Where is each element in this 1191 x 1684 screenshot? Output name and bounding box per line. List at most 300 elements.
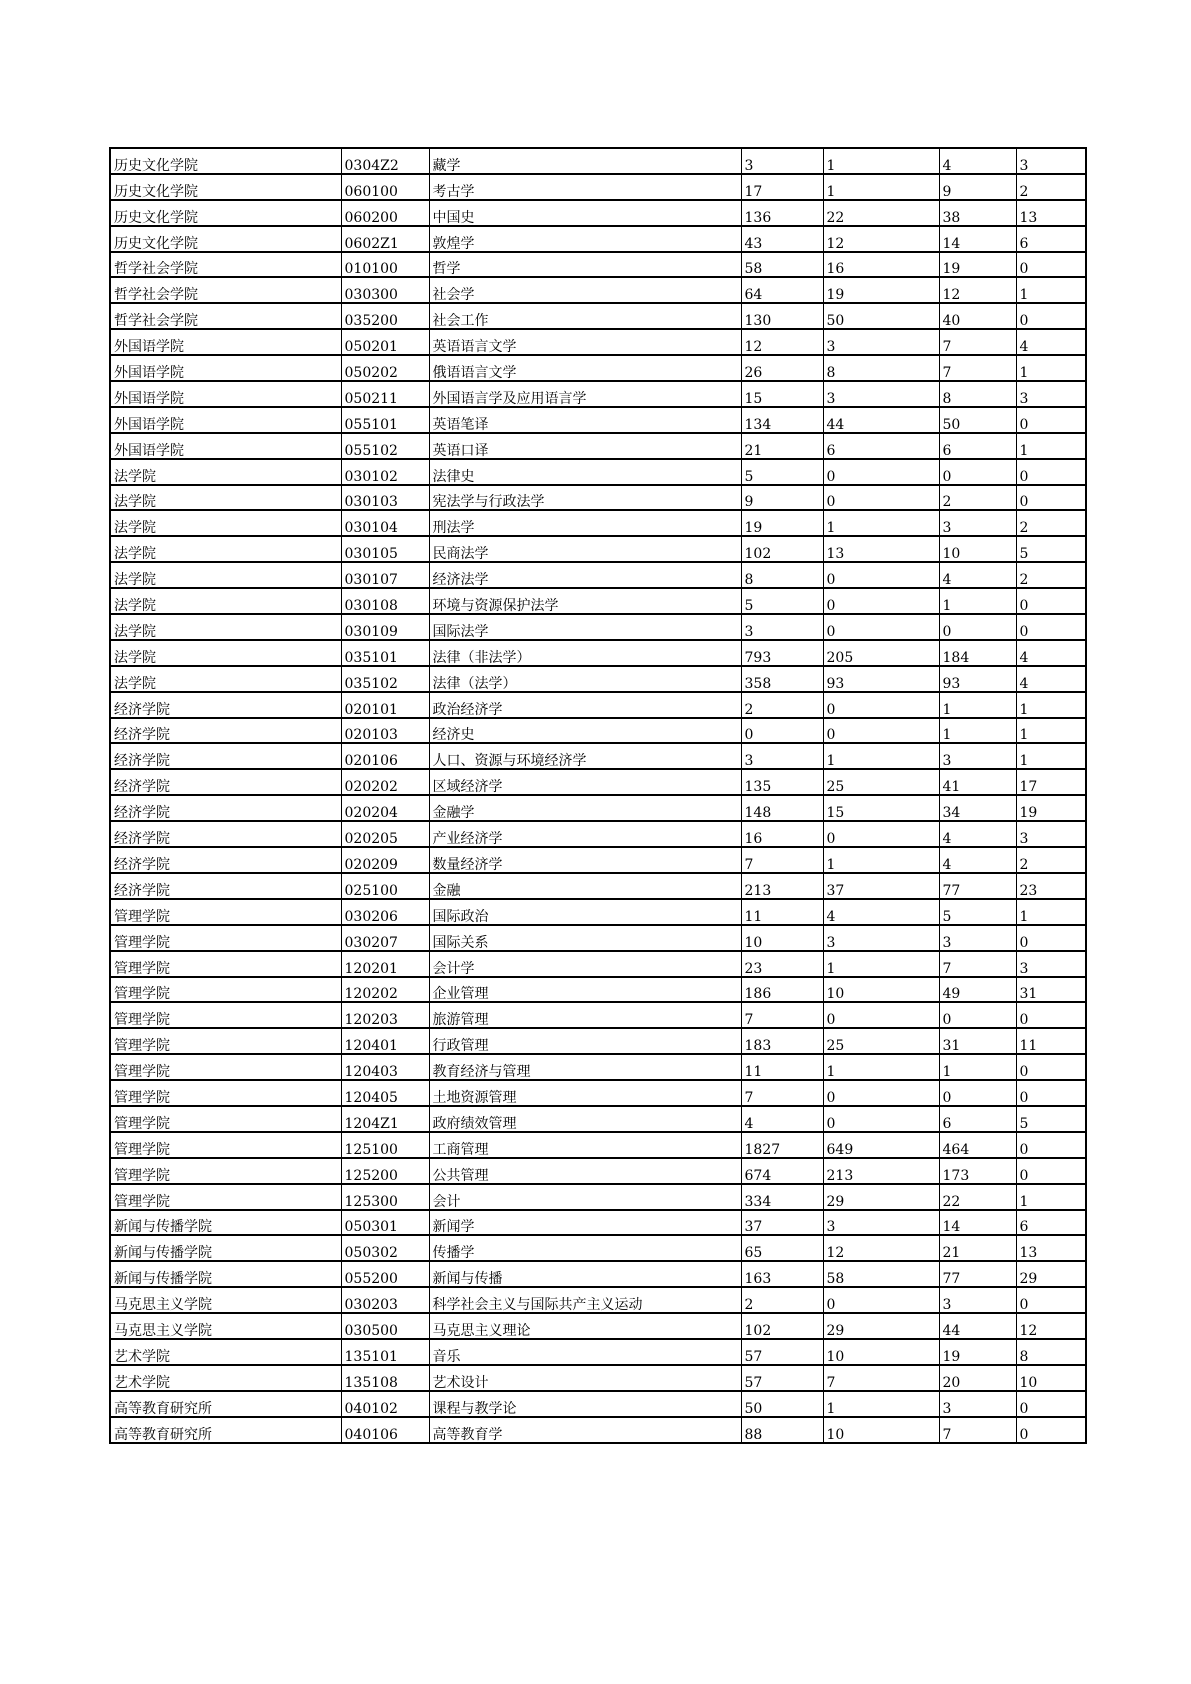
table-row	[110, 226, 1086, 252]
count-4-cell: 1	[1016, 433, 1086, 459]
major-cell: 企业管理	[429, 977, 741, 1003]
count-3-cell: 38	[939, 200, 1016, 226]
count-2-cell: 29	[823, 1313, 939, 1339]
major-cell: 艺术设计	[429, 1365, 741, 1391]
department-cell: 管理学院	[110, 1054, 341, 1080]
count-2-cell: 0	[823, 1002, 939, 1028]
count-1-cell: 65	[741, 1235, 823, 1261]
major-cell: 社会学	[429, 277, 741, 303]
count-1-cell: 5	[741, 459, 823, 485]
count-4-cell: 1	[1016, 743, 1086, 769]
count-1-cell: 21	[741, 433, 823, 459]
code-cell: 010100	[341, 252, 429, 278]
count-2-cell: 58	[823, 1261, 939, 1287]
count-3-cell: 9	[939, 174, 1016, 200]
code-cell: 0602Z1	[341, 226, 429, 252]
count-4-cell: 0	[1016, 614, 1086, 640]
count-3-cell: 93	[939, 666, 1016, 692]
count-2-cell: 205	[823, 640, 939, 666]
table-row	[110, 743, 1086, 769]
table-row	[110, 847, 1086, 873]
code-cell: 030107	[341, 562, 429, 588]
table-row	[110, 1106, 1086, 1132]
table-row	[110, 355, 1086, 381]
count-2-cell: 19	[823, 277, 939, 303]
count-2-cell: 3	[823, 381, 939, 407]
count-4-cell: 29	[1016, 1261, 1086, 1287]
count-4-cell: 0	[1016, 485, 1086, 511]
count-3-cell: 14	[939, 1210, 1016, 1236]
count-3-cell: 19	[939, 1339, 1016, 1365]
count-3-cell: 7	[939, 1417, 1016, 1443]
table-row	[110, 1313, 1086, 1339]
major-cell: 政治经济学	[429, 692, 741, 718]
count-3-cell: 49	[939, 977, 1016, 1003]
count-2-cell: 6	[823, 433, 939, 459]
code-cell: 020103	[341, 718, 429, 744]
count-4-cell: 11	[1016, 1028, 1086, 1054]
major-cell: 课程与教学论	[429, 1391, 741, 1417]
major-cell: 经济史	[429, 718, 741, 744]
count-1-cell: 5	[741, 588, 823, 614]
table-row	[110, 1287, 1086, 1313]
count-2-cell: 50	[823, 303, 939, 329]
count-3-cell: 34	[939, 795, 1016, 821]
table-row	[110, 381, 1086, 407]
major-cell: 金融学	[429, 795, 741, 821]
table-row	[110, 925, 1086, 951]
count-4-cell: 0	[1016, 407, 1086, 433]
count-3-cell: 1	[939, 718, 1016, 744]
major-cell: 民商法学	[429, 536, 741, 562]
count-3-cell: 22	[939, 1184, 1016, 1210]
department-cell: 经济学院	[110, 847, 341, 873]
major-cell: 人口、资源与环境经济学	[429, 743, 741, 769]
code-cell: 050301	[341, 1210, 429, 1236]
count-3-cell: 0	[939, 614, 1016, 640]
department-cell: 经济学院	[110, 743, 341, 769]
code-cell: 035200	[341, 303, 429, 329]
major-cell: 公共管理	[429, 1158, 741, 1184]
department-cell: 管理学院	[110, 1106, 341, 1132]
code-cell: 135108	[341, 1365, 429, 1391]
table-row	[110, 1210, 1086, 1236]
major-cell: 英语语言文学	[429, 329, 741, 355]
major-cell: 经济法学	[429, 562, 741, 588]
count-3-cell: 3	[939, 1391, 1016, 1417]
department-cell: 马克思主义学院	[110, 1287, 341, 1313]
code-cell: 025100	[341, 873, 429, 899]
count-1-cell: 102	[741, 1313, 823, 1339]
count-2-cell: 15	[823, 795, 939, 821]
table-row	[110, 769, 1086, 795]
major-cell: 新闻与传播	[429, 1261, 741, 1287]
major-cell: 考古学	[429, 174, 741, 200]
code-cell: 120201	[341, 951, 429, 977]
code-cell: 030500	[341, 1313, 429, 1339]
table-row	[110, 1391, 1086, 1417]
count-4-cell: 6	[1016, 226, 1086, 252]
major-cell: 金融	[429, 873, 741, 899]
code-cell: 0304Z2	[341, 148, 429, 174]
table-row	[110, 1261, 1086, 1287]
code-cell: 050201	[341, 329, 429, 355]
code-cell: 050302	[341, 1235, 429, 1261]
count-3-cell: 173	[939, 1158, 1016, 1184]
count-1-cell: 7	[741, 1080, 823, 1106]
count-4-cell: 12	[1016, 1313, 1086, 1339]
count-1-cell: 102	[741, 536, 823, 562]
department-cell: 经济学院	[110, 692, 341, 718]
major-cell: 哲学	[429, 252, 741, 278]
table-row	[110, 562, 1086, 588]
count-2-cell: 1	[823, 847, 939, 873]
count-1-cell: 2	[741, 1287, 823, 1313]
table-row	[110, 1132, 1086, 1158]
count-1-cell: 136	[741, 200, 823, 226]
table-row	[110, 433, 1086, 459]
major-cell: 宪法学与行政法学	[429, 485, 741, 511]
count-3-cell: 10	[939, 536, 1016, 562]
count-4-cell: 3	[1016, 821, 1086, 847]
count-4-cell: 1	[1016, 277, 1086, 303]
major-cell: 旅游管理	[429, 1002, 741, 1028]
count-3-cell: 1	[939, 588, 1016, 614]
count-3-cell: 4	[939, 562, 1016, 588]
major-cell: 中国史	[429, 200, 741, 226]
count-2-cell: 29	[823, 1184, 939, 1210]
count-4-cell: 13	[1016, 1235, 1086, 1261]
count-1-cell: 3	[741, 148, 823, 174]
table-row	[110, 1184, 1086, 1210]
department-cell: 外国语学院	[110, 407, 341, 433]
count-1-cell: 3	[741, 743, 823, 769]
major-cell: 传播学	[429, 1235, 741, 1261]
count-2-cell: 4	[823, 899, 939, 925]
table-row	[110, 977, 1086, 1003]
count-3-cell: 2	[939, 485, 1016, 511]
department-cell: 外国语学院	[110, 329, 341, 355]
count-4-cell: 1	[1016, 718, 1086, 744]
major-cell: 音乐	[429, 1339, 741, 1365]
table-row	[110, 951, 1086, 977]
department-cell: 哲学社会学院	[110, 277, 341, 303]
count-3-cell: 3	[939, 1287, 1016, 1313]
code-cell: 060200	[341, 200, 429, 226]
count-2-cell: 13	[823, 536, 939, 562]
count-4-cell: 0	[1016, 252, 1086, 278]
count-1-cell: 793	[741, 640, 823, 666]
department-cell: 新闻与传播学院	[110, 1261, 341, 1287]
department-cell: 历史文化学院	[110, 200, 341, 226]
count-2-cell: 93	[823, 666, 939, 692]
department-cell: 新闻与传播学院	[110, 1235, 341, 1261]
department-cell: 历史文化学院	[110, 226, 341, 252]
major-cell: 刑法学	[429, 510, 741, 536]
data-table	[109, 147, 1087, 1444]
count-1-cell: 4	[741, 1106, 823, 1132]
count-4-cell: 19	[1016, 795, 1086, 821]
major-cell: 土地资源管理	[429, 1080, 741, 1106]
count-1-cell: 50	[741, 1391, 823, 1417]
department-cell: 管理学院	[110, 1080, 341, 1106]
count-3-cell: 3	[939, 743, 1016, 769]
count-4-cell: 2	[1016, 174, 1086, 200]
count-2-cell: 1	[823, 951, 939, 977]
count-2-cell: 1	[823, 148, 939, 174]
count-3-cell: 3	[939, 925, 1016, 951]
department-cell: 管理学院	[110, 925, 341, 951]
count-4-cell: 2	[1016, 847, 1086, 873]
department-cell: 管理学院	[110, 1132, 341, 1158]
table-row	[110, 303, 1086, 329]
department-cell: 高等教育研究所	[110, 1391, 341, 1417]
code-cell: 120403	[341, 1054, 429, 1080]
count-2-cell: 3	[823, 329, 939, 355]
count-2-cell: 10	[823, 1417, 939, 1443]
count-2-cell: 0	[823, 821, 939, 847]
count-4-cell: 2	[1016, 562, 1086, 588]
count-3-cell: 3	[939, 510, 1016, 536]
table-row	[110, 407, 1086, 433]
count-3-cell: 6	[939, 433, 1016, 459]
count-1-cell: 674	[741, 1158, 823, 1184]
code-cell: 030207	[341, 925, 429, 951]
count-1-cell: 163	[741, 1261, 823, 1287]
count-3-cell: 464	[939, 1132, 1016, 1158]
major-cell: 外国语言学及应用语言学	[429, 381, 741, 407]
code-cell: 120202	[341, 977, 429, 1003]
table-row	[110, 459, 1086, 485]
table-row	[110, 718, 1086, 744]
count-4-cell: 23	[1016, 873, 1086, 899]
count-1-cell: 8	[741, 562, 823, 588]
major-cell: 藏学	[429, 148, 741, 174]
count-4-cell: 0	[1016, 925, 1086, 951]
count-1-cell: 58	[741, 252, 823, 278]
department-cell: 外国语学院	[110, 355, 341, 381]
department-cell: 法学院	[110, 562, 341, 588]
count-2-cell: 0	[823, 562, 939, 588]
code-cell: 120405	[341, 1080, 429, 1106]
major-cell: 科学社会主义与国际共产主义运动	[429, 1287, 741, 1313]
department-cell: 经济学院	[110, 873, 341, 899]
count-2-cell: 213	[823, 1158, 939, 1184]
count-3-cell: 4	[939, 148, 1016, 174]
code-cell: 035102	[341, 666, 429, 692]
table-row	[110, 329, 1086, 355]
code-cell: 020204	[341, 795, 429, 821]
major-cell: 数量经济学	[429, 847, 741, 873]
count-1-cell: 57	[741, 1365, 823, 1391]
table-row	[110, 1417, 1086, 1443]
table-row	[110, 148, 1086, 174]
major-cell: 教育经济与管理	[429, 1054, 741, 1080]
count-2-cell: 0	[823, 1080, 939, 1106]
count-3-cell: 31	[939, 1028, 1016, 1054]
count-1-cell: 11	[741, 1054, 823, 1080]
code-cell: 055102	[341, 433, 429, 459]
major-cell: 马克思主义理论	[429, 1313, 741, 1339]
department-cell: 历史文化学院	[110, 174, 341, 200]
major-cell: 政府绩效管理	[429, 1106, 741, 1132]
code-cell: 050202	[341, 355, 429, 381]
count-3-cell: 21	[939, 1235, 1016, 1261]
count-1-cell: 88	[741, 1417, 823, 1443]
major-cell: 会计	[429, 1184, 741, 1210]
count-3-cell: 12	[939, 277, 1016, 303]
code-cell: 120203	[341, 1002, 429, 1028]
table-row	[110, 899, 1086, 925]
count-2-cell: 1	[823, 743, 939, 769]
count-3-cell: 4	[939, 847, 1016, 873]
count-1-cell: 3	[741, 614, 823, 640]
major-cell: 行政管理	[429, 1028, 741, 1054]
count-1-cell: 9	[741, 485, 823, 511]
count-3-cell: 14	[939, 226, 1016, 252]
department-cell: 经济学院	[110, 821, 341, 847]
table-row	[110, 640, 1086, 666]
count-4-cell: 8	[1016, 1339, 1086, 1365]
code-cell: 040106	[341, 1417, 429, 1443]
count-1-cell: 334	[741, 1184, 823, 1210]
table-row	[110, 1028, 1086, 1054]
code-cell: 125100	[341, 1132, 429, 1158]
count-3-cell: 1	[939, 692, 1016, 718]
count-3-cell: 77	[939, 1261, 1016, 1287]
count-4-cell: 0	[1016, 1054, 1086, 1080]
table-row	[110, 1339, 1086, 1365]
count-2-cell: 0	[823, 614, 939, 640]
major-cell: 高等教育学	[429, 1417, 741, 1443]
department-cell: 法学院	[110, 666, 341, 692]
table-row	[110, 252, 1086, 278]
count-3-cell: 8	[939, 381, 1016, 407]
count-1-cell: 19	[741, 510, 823, 536]
major-cell: 法律（非法学）	[429, 640, 741, 666]
department-cell: 经济学院	[110, 769, 341, 795]
count-1-cell: 2	[741, 692, 823, 718]
count-2-cell: 22	[823, 200, 939, 226]
count-1-cell: 43	[741, 226, 823, 252]
count-2-cell: 7	[823, 1365, 939, 1391]
count-2-cell: 10	[823, 977, 939, 1003]
count-3-cell: 44	[939, 1313, 1016, 1339]
table-row	[110, 277, 1086, 303]
count-1-cell: 7	[741, 847, 823, 873]
major-cell: 国际法学	[429, 614, 741, 640]
table-row	[110, 795, 1086, 821]
table-row	[110, 692, 1086, 718]
count-1-cell: 130	[741, 303, 823, 329]
count-1-cell: 358	[741, 666, 823, 692]
count-3-cell: 5	[939, 899, 1016, 925]
count-3-cell: 77	[939, 873, 1016, 899]
count-4-cell: 0	[1016, 1158, 1086, 1184]
major-cell: 英语口译	[429, 433, 741, 459]
count-3-cell: 41	[939, 769, 1016, 795]
department-cell: 外国语学院	[110, 433, 341, 459]
major-cell: 社会工作	[429, 303, 741, 329]
code-cell: 060100	[341, 174, 429, 200]
count-2-cell: 0	[823, 692, 939, 718]
count-2-cell: 12	[823, 226, 939, 252]
count-3-cell: 7	[939, 355, 1016, 381]
count-2-cell: 44	[823, 407, 939, 433]
count-4-cell: 4	[1016, 666, 1086, 692]
count-4-cell: 0	[1016, 1391, 1086, 1417]
count-4-cell: 4	[1016, 640, 1086, 666]
count-1-cell: 135	[741, 769, 823, 795]
table-row	[110, 1054, 1086, 1080]
department-cell: 管理学院	[110, 951, 341, 977]
count-2-cell: 1	[823, 174, 939, 200]
count-2-cell: 16	[823, 252, 939, 278]
department-cell: 管理学院	[110, 1158, 341, 1184]
count-2-cell: 3	[823, 1210, 939, 1236]
table-row	[110, 200, 1086, 226]
count-2-cell: 3	[823, 925, 939, 951]
count-1-cell: 213	[741, 873, 823, 899]
major-cell: 新闻学	[429, 1210, 741, 1236]
count-4-cell: 1	[1016, 899, 1086, 925]
major-cell: 敦煌学	[429, 226, 741, 252]
code-cell: 030103	[341, 485, 429, 511]
department-cell: 艺术学院	[110, 1339, 341, 1365]
code-cell: 030300	[341, 277, 429, 303]
count-3-cell: 1	[939, 1054, 1016, 1080]
code-cell: 055200	[341, 1261, 429, 1287]
count-4-cell: 1	[1016, 692, 1086, 718]
count-2-cell: 1	[823, 1054, 939, 1080]
count-4-cell: 0	[1016, 303, 1086, 329]
department-cell: 管理学院	[110, 899, 341, 925]
department-cell: 哲学社会学院	[110, 252, 341, 278]
code-cell: 055101	[341, 407, 429, 433]
count-4-cell: 0	[1016, 1132, 1086, 1158]
count-1-cell: 7	[741, 1002, 823, 1028]
count-4-cell: 0	[1016, 1080, 1086, 1106]
code-cell: 030104	[341, 510, 429, 536]
count-1-cell: 64	[741, 277, 823, 303]
department-cell: 管理学院	[110, 1184, 341, 1210]
table-row	[110, 614, 1086, 640]
count-3-cell: 0	[939, 1002, 1016, 1028]
count-4-cell: 3	[1016, 148, 1086, 174]
count-1-cell: 12	[741, 329, 823, 355]
code-cell: 035101	[341, 640, 429, 666]
department-cell: 法学院	[110, 459, 341, 485]
table-row	[110, 485, 1086, 511]
count-1-cell: 183	[741, 1028, 823, 1054]
department-cell: 管理学院	[110, 1002, 341, 1028]
code-cell: 030108	[341, 588, 429, 614]
count-2-cell: 0	[823, 485, 939, 511]
table-row	[110, 1235, 1086, 1261]
count-1-cell: 1827	[741, 1132, 823, 1158]
code-cell: 030203	[341, 1287, 429, 1313]
count-4-cell: 17	[1016, 769, 1086, 795]
count-1-cell: 148	[741, 795, 823, 821]
count-1-cell: 11	[741, 899, 823, 925]
code-cell: 020106	[341, 743, 429, 769]
table-row	[110, 174, 1086, 200]
count-4-cell: 3	[1016, 951, 1086, 977]
major-cell: 英语笔译	[429, 407, 741, 433]
code-cell: 050211	[341, 381, 429, 407]
count-2-cell: 0	[823, 1106, 939, 1132]
major-cell: 工商管理	[429, 1132, 741, 1158]
